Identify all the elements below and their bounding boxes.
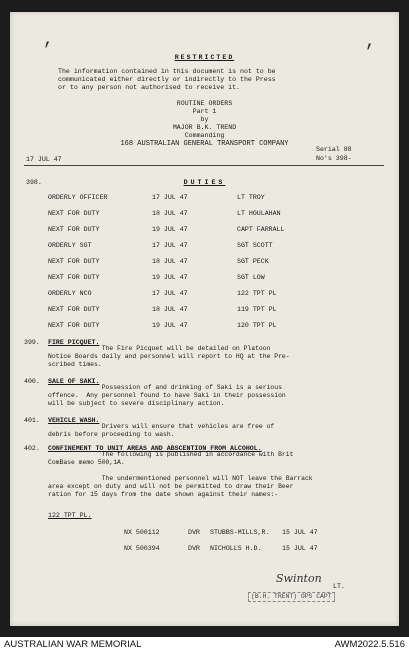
rank: DVR [188,529,200,536]
order-title: SALE OF SAKI. [48,378,100,385]
duty-name: 120 TPT PL [237,322,277,329]
duty-name: SGT LOW [237,274,265,281]
duty-role: NEXT FOR DUTY [48,322,100,329]
handwritten-signature: Swinton [276,572,322,585]
duty-role: NEXT FOR DUTY [48,258,100,265]
classification-label: RESTRICTED [174,54,235,61]
duty-name: 119 TPT PL [237,306,277,313]
duty-role: NEXT FOR DUTY [48,210,100,217]
duty-date: 19 JUL 47 [152,322,188,329]
order-number: 398. [26,179,42,186]
hole-punch-mark: , [365,32,376,52]
accession-number: AWM2022.5.516 [334,639,405,650]
serial-number: Serial 88 [316,146,352,153]
duty-name: LT HOULAHAN [237,210,281,217]
duty-role: NEXT FOR DUTY [48,306,100,313]
duty-date: 19 JUL 47 [152,274,188,281]
duty-date: 19 JUL 47 [152,226,188,233]
duty-date: 17 JUL 47 [152,290,188,297]
service-number: NX 500394 [124,545,160,552]
order-text: Possession of and drinking of Saki is a serious offence. Any personnel found to have Saki in their possession will be subject to severe disciplinary action. [48,384,286,407]
duty-date: 18 JUL 47 [152,210,188,217]
order-number: 399. [24,339,40,346]
order-title: CONFINEMENT TO UNIT AREAS AND ABSCENTION FROM ALCOHOL. [48,445,262,452]
person-name: STUBBS-MILLS,R. [210,529,270,536]
commander-name: MAJOR B.K. TREND [172,124,237,131]
duty-date: 18 JUL 47 [152,306,188,313]
duty-date: 18 JUL 47 [152,258,188,265]
hole-punch-mark: , [43,30,54,50]
duty-name: LT TROY [237,194,265,201]
order-number: 402. [24,445,40,452]
document-date: 17 JUL 47 [26,156,62,163]
header-divider [24,165,384,166]
order-title: VEHICLE WASH. [48,417,100,424]
duty-role: ORDERLY SGT [48,242,92,249]
person-name: NICHOLLS H.D. [210,545,262,552]
duty-role: ORDERLY OFFICER [48,194,108,201]
order-title: FIRE PICQUET. [48,339,100,346]
duty-role: ORDERLY NCO [48,290,92,297]
duty-date: 17 JUL 47 [152,194,188,201]
notice-line: or to any person not authorised to receive it. [58,84,241,91]
duty-name: 122 TPT PL [237,290,277,297]
commanding-label: Commanding [184,132,225,139]
unit-name: 168 AUSTRALIAN GENERAL TRANSPORT COMPANY [120,140,289,148]
signature-stamp: (B.H. TRENT) OPS CAPT [248,592,335,602]
service-number: NX 500112 [124,529,160,536]
order-numbers: No's 398- [316,155,352,162]
order-text: The Fire Picquet will be detailed on Platoon Notice Boards daily and personnel will report to HQ at the Pre- scribed times. [48,345,290,368]
duties-heading: DUTIES [183,179,226,186]
signature-rank: LT. [333,583,345,590]
duty-role: NEXT FOR DUTY [48,226,100,233]
orders-title: ROUTINE ORDERS [176,100,233,107]
orders-by: by [200,116,209,123]
duty-name: SGT PECK [237,258,269,265]
duty-name: SGT SCOTT [237,242,273,249]
rank: DVR [188,545,200,552]
order-number: 400. [24,378,40,385]
order-text: Drivers will ensure that vehicles are free of debris before proceeding to wash. [48,423,275,438]
confinement-date: 15 JUL 47 [282,545,318,552]
confinement-unit: 122 TPT PL. [48,512,92,519]
document-page [10,12,399,626]
order-text: The following is published in accordance with Brit ComBase memo 500,1A. The undermentioned personnel will NOT leave the Barrack area except on duty and will not be permitted to draw their Beer ration for 15 days from the date shown against their names:- [48,451,313,498]
order-number: 401. [24,417,40,424]
duty-name: CAPT FARRALL [237,226,285,233]
duty-role: NEXT FOR DUTY [48,274,100,281]
archive-name: AUSTRALIAN WAR MEMORIAL [4,639,142,650]
duty-date: 17 JUL 47 [152,242,188,249]
notice-line: The information contained in this document is not to be [58,68,276,75]
confinement-date: 15 JUL 47 [282,529,318,536]
notice-line: communicated either directly or indirectly to the Press [58,76,276,83]
archive-footer [0,637,409,653]
orders-part: Part 1 [192,108,217,115]
